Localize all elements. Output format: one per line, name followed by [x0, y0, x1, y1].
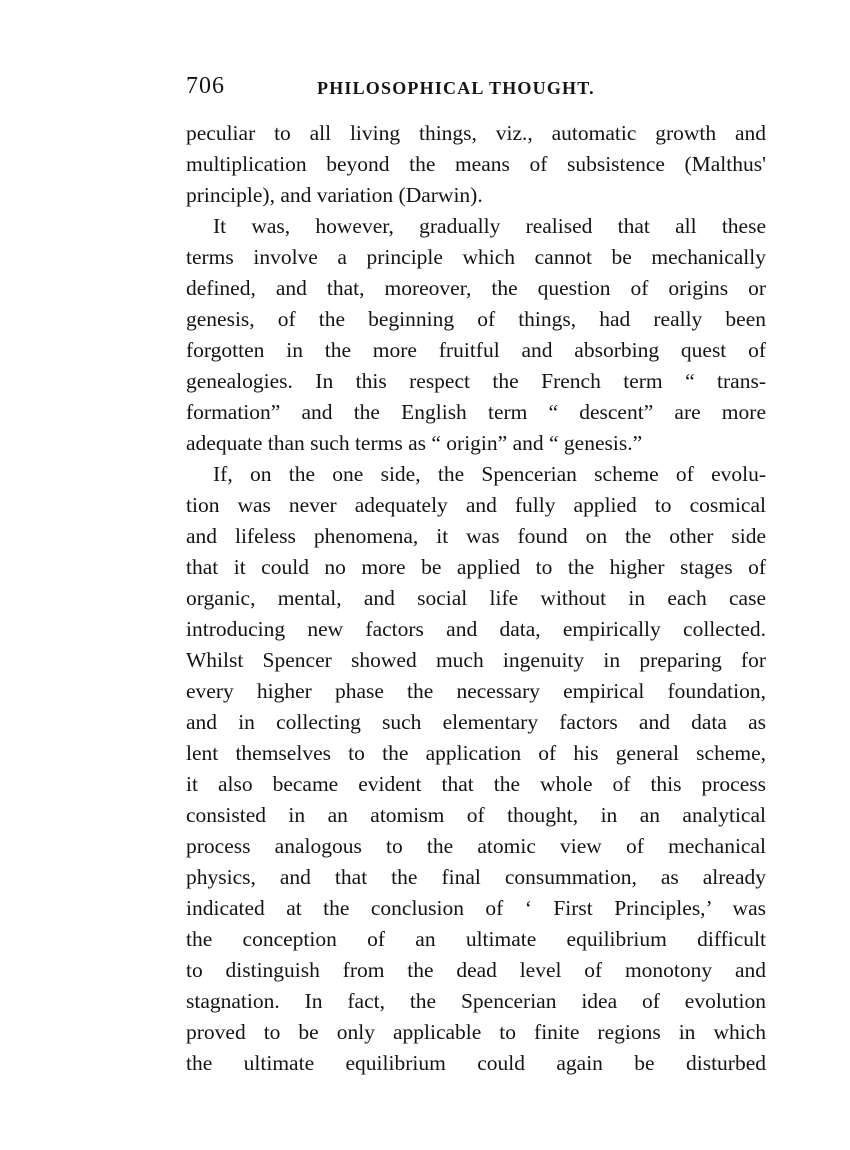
paragraph-start-line: It was, however, gradually realised that all these — [213, 214, 766, 238]
page-number: 706 — [186, 73, 225, 99]
text-line: genesis, of the beginning of things, had really been — [186, 307, 766, 331]
text-line: and lifeless phenomena, it was found on the other side — [186, 524, 766, 548]
text-line: stagnation. In fact, the Spencerian idea of evolution — [186, 989, 766, 1013]
text-line: peculiar to all living things, viz., automatic growth and — [186, 121, 766, 145]
text-line: tion was never adequately and fully applied to cosmical — [186, 493, 766, 517]
text-line: lent themselves to the application of his general scheme, — [186, 741, 766, 765]
text-line: and in collecting such elementary factors and data as — [186, 710, 766, 734]
text-line: the conception of an ultimate equilibrium difficult — [186, 927, 766, 951]
text-line: organic, mental, and social life without in each case — [186, 586, 766, 610]
paragraph-start-line: If, on the one side, the Spencerian scheme of evolu- — [213, 462, 766, 486]
text-line: indicated at the conclusion of ‘ First Principles,’ was — [186, 896, 766, 920]
body-text — [186, 118, 766, 1079]
text-line: the ultimate equilibrium could again be disturbed — [186, 1051, 766, 1075]
text-line: forgotten in the more fruitful and absorbing quest of — [186, 338, 766, 362]
running-head: PHILOSOPHICAL THOUGHT. — [317, 78, 595, 98]
text-line: genealogies. In this respect the French term “ trans- — [186, 369, 766, 393]
text-line: defined, and that, moreover, the question of origins or — [186, 276, 766, 300]
text-line: Whilst Spencer showed much ingenuity in preparing for — [186, 648, 766, 672]
text-line: it also became evident that the whole of this process — [186, 772, 766, 796]
text-line: consisted in an atomism of thought, in an analytical — [186, 803, 766, 827]
text-line: every higher phase the necessary empirical foundation, — [186, 679, 766, 703]
text-line: to distinguish from the dead level of monotony and — [186, 958, 766, 982]
text-line: physics, and that the final consummation, as already — [186, 865, 766, 889]
page-header — [186, 66, 606, 106]
text-line: that it could no more be applied to the higher stages of — [186, 555, 766, 579]
text-line: terms involve a principle which cannot be mechanically — [186, 245, 766, 269]
text-line: multiplication beyond the means of subsistence (Malthus' — [186, 152, 766, 176]
text-line: proved to be only applicable to finite regions in which — [186, 1020, 766, 1044]
text-line: principle), and variation (Darwin). — [186, 183, 483, 207]
text-line: formation” and the English term “ descent” are more — [186, 400, 766, 424]
text-line: process analogous to the atomic view of mechanical — [186, 834, 766, 858]
text-line: adequate than such terms as “ origin” and “ genesis.” — [186, 431, 643, 455]
text-line: introducing new factors and data, empirically collected. — [186, 617, 766, 641]
